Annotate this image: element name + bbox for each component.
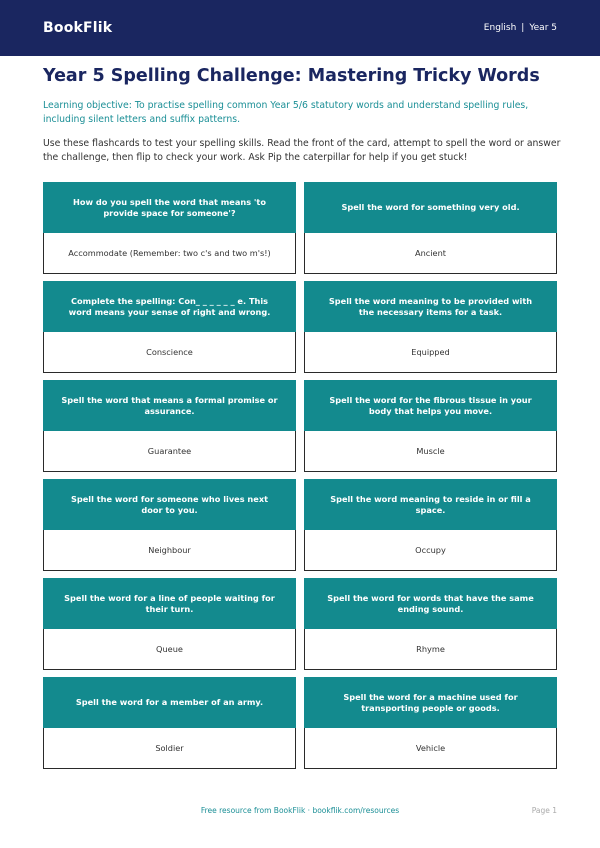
flashcard[interactable] bbox=[43, 677, 296, 769]
flashcard-back: Vehicle bbox=[304, 728, 557, 769]
flashcard-back: Soldier bbox=[43, 728, 296, 769]
flashcard[interactable] bbox=[304, 578, 557, 670]
level-label: Year 5 bbox=[529, 23, 557, 33]
flashcard-back: Equipped bbox=[304, 332, 557, 373]
flashcard-front: Spell the word for words that have the same ending sound. bbox=[304, 578, 557, 629]
intro-text: Use these flashcards to test your spelling skills. Read the front of the card, attempt to spell the word or answer the challenge, then flip to check your work. Ask Pip the caterpillar for help if you get stuck! bbox=[43, 138, 561, 163]
flashcard-front: Spell the word for a member of an army. bbox=[43, 677, 296, 728]
footer-link[interactable]: Free resource from BookFlik · bookflik.com/resources bbox=[200, 806, 400, 815]
flashcard-front: Complete the spelling: Con_ _ _ _ _ _ e. This word means your sense of right and wrong. bbox=[43, 281, 296, 332]
flashcard-front: Spell the word meaning to reside in or fill a space. bbox=[304, 479, 557, 530]
flashcard-front: Spell the word for something very old. bbox=[304, 182, 557, 233]
flashcard[interactable] bbox=[304, 182, 557, 274]
flashcard[interactable] bbox=[43, 479, 296, 571]
flashcard-front: How do you spell the word that means 'to provide space for someone'? bbox=[43, 182, 296, 233]
brand-logo[interactable]: BookFlik bbox=[43, 20, 113, 36]
flashcard[interactable] bbox=[304, 380, 557, 472]
flashcard-front: Spell the word for a line of people waiting for their turn. bbox=[43, 578, 296, 629]
flashcard-back: Accommodate (Remember: two c's and two m's!) bbox=[43, 233, 296, 274]
flashcard-back: Occupy bbox=[304, 530, 557, 571]
flashcard-back: Conscience bbox=[43, 332, 296, 373]
flashcard-grid bbox=[43, 182, 557, 769]
flashcard-front: Spell the word that means a formal promise or assurance. bbox=[43, 380, 296, 431]
flashcard-back: Queue bbox=[43, 629, 296, 670]
flashcard-front: Spell the word meaning to be provided with the necessary items for a task. bbox=[304, 281, 557, 332]
flashcard[interactable] bbox=[43, 182, 296, 274]
flashcard-front: Spell the word for the fibrous tissue in your body that helps you move. bbox=[304, 380, 557, 431]
meta-separator: | bbox=[521, 23, 525, 33]
flashcard[interactable] bbox=[43, 380, 296, 472]
header-meta bbox=[484, 23, 557, 33]
flashcard[interactable] bbox=[304, 281, 557, 373]
page-footer bbox=[0, 806, 600, 820]
flashcard-back: Rhyme bbox=[304, 629, 557, 670]
flashcard-back: Guarantee bbox=[43, 431, 296, 472]
page-number: Page 1 bbox=[531, 806, 557, 815]
flashcard-front: Spell the word for a machine used for transporting people or goods. bbox=[304, 677, 557, 728]
flashcard-front: Spell the word for someone who lives next door to you. bbox=[43, 479, 296, 530]
flashcard-back: Ancient bbox=[304, 233, 557, 274]
flashcard[interactable] bbox=[43, 578, 296, 670]
learning-objective: Learning objective: To practise spelling common Year 5/6 statutory words and understand spelling rules, including silent letters and suffix patterns. bbox=[43, 100, 529, 125]
flashcard-back: Muscle bbox=[304, 431, 557, 472]
flashcard[interactable] bbox=[43, 281, 296, 373]
flashcard[interactable] bbox=[304, 677, 557, 769]
header-bar bbox=[0, 0, 600, 56]
flashcard[interactable] bbox=[304, 479, 557, 571]
flashcard-back: Neighbour bbox=[43, 530, 296, 571]
page-title: Year 5 Spelling Challenge: Mastering Tricky Words bbox=[43, 66, 540, 86]
subject-label: English bbox=[483, 23, 517, 33]
